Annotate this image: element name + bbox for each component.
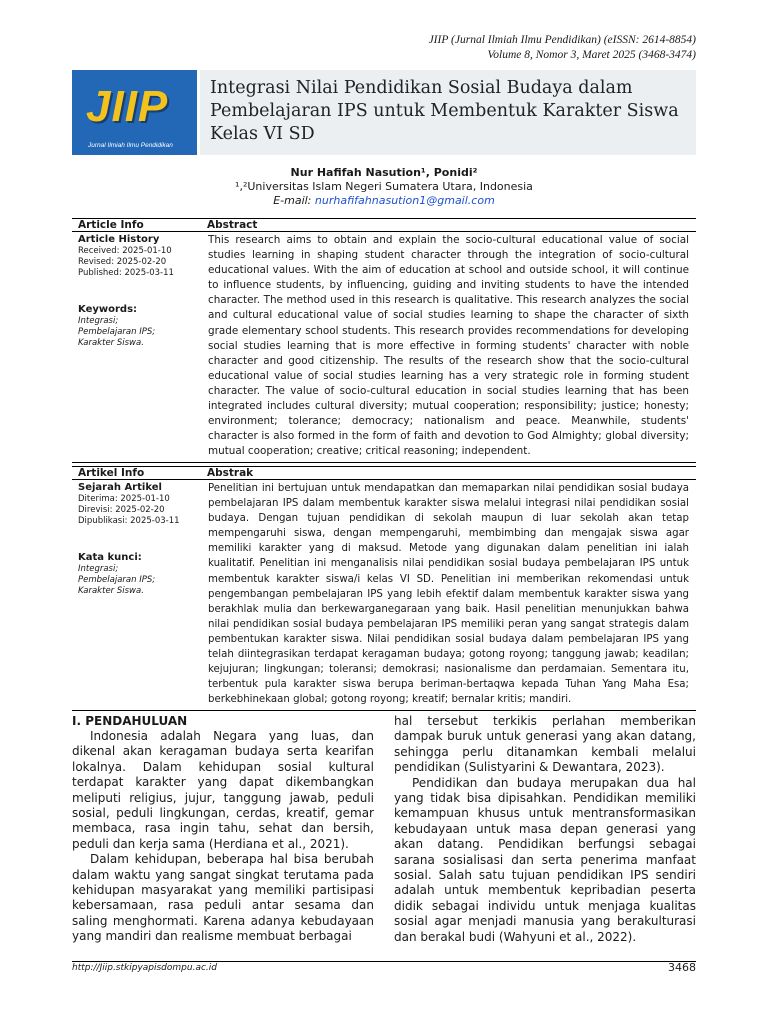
- journal-reference: [429, 33, 696, 63]
- english-abstract-table: [72, 218, 696, 462]
- author-names: Nur Hafifah Nasution¹, Ponidi²: [290, 166, 478, 179]
- revised-date: Revised: 2025-02-20: [78, 257, 167, 267]
- received-date: Received: 2025-01-10: [78, 246, 172, 256]
- footer-url-link[interactable]: http://Jiip.stkipyapisdompu.ac.id: [72, 963, 217, 973]
- keyword-item: Pembelajaran IPS;: [78, 327, 156, 337]
- keyword-item: Karakter Siswa.: [78, 338, 144, 348]
- body-paragraph: Pendidikan dan budaya merupakan dua hal yang tidak bisa dipisahkan. Pendidikan memiliki kemampuan khusus untuk mentransformasikan kebudayaan untuk masa depan generasi yang akan datang. Pendidikan berfungsi sebagai sarana sosialisasi dan serta penerima manfaat sosial. Salah satu tujuan pendidikan IPS sendiri adalah untuk membentuk kepribadian peserta didik sebagai individu untuk menjaga kualitas sosial agar menjadi manusia yang berakulturasi dan berakal budi (Wahyuni et al., 2022).: [394, 775, 696, 944]
- author-email-link[interactable]: nurhafifahnasution1@gmail.com: [314, 194, 495, 207]
- article-info-label: Article Info: [78, 219, 144, 231]
- indonesian-abstract-text: Penelitian ini bertujuan untuk mendapatkan dan memaparkan nilai pendidikan sosial budaya pembelajaran IPS dalam membentuk karakter siswa melalui integrasi nilai pendidikan sosial budaya. Dengan tujuan pendidikan di sekolah maupun di luar sekolah akan tetap mempengaruhi siswa, dengan mempengaruhi, membimbing dan mengajak siswa agar memiliki karakter yang di maksud. Metode yang digunakan dalam penelitian ini ialah kualitatif. Penelitian ini menganalisis nilai pendidikan sosial budaya pembelajaran IPS untuk membentuk karakter siswa/i kelas VI SD. Penelitian ini memberikan rekomendasi untuk pengembangan pembelajaran IPS yang lebih efektif dalam membentuk karakter siswa yang berakhlak mulia dan berkewarganegaraan yang baik. Hasil penelitian menunjukkan bahwa nilai pendidikan sosial budaya pembelajaran IPS memiliki peran yang sangat strategis dalam pembentukan karakter siswa. Nilai pendidikan sosial budaya dalam pembelajaran IPS yang telah diintegrasikan terdapat keragaman budaya; gotong royong; tanggung jawab; keadilan; kejujuran; lingkungan; toleransi; demokrasi; nasionalisme dan perdamaian. Sementara itu, terbentuk pula karakter siswa berupa beriman-bertaqwa kepada Tuhan Yang Maha Esa; berkebhinekaan global; gotong royong; kreatif; bernalar kritis; mandiri.: [208, 483, 689, 706]
- journal-name: JIIP (Jurnal Ilmiah Ilmu Pendidikan) (eISSN: 2614-8854): [428, 34, 696, 46]
- indonesian-article-info: [78, 482, 200, 597]
- body-paragraph: Indonesia adalah Negara yang luas, dan dikenal akan keragaman budaya serta kearifan lokalnya. Dalam kehidupan sosial kultural terdapat karakter yang dapat dikembangkan meliputi religius, jujur, tanggung jawab, peduli sosial, peduli lingkungan, cerdas, kreatif, gemar membaca, rasa ingin tahu, sehat dan bersih, peduli dan kerja sama (Herdiana et al., 2021).: [72, 729, 374, 851]
- body-paragraph-continued: hal tersebut terkikis perlahan memberikan dampak buruk untuk generasi yang akan datang, sehingga perlu ditanamkan kembali melalui pendidikan (Sulistyarini & Dewantara, 2023).: [394, 714, 696, 775]
- body-paragraph: Dalam kehidupan, beberapa hal bisa berubah dalam waktu yang sangat singkat terutama pada kehidupan masyarakat yang memiliki partisipasi kebersamaan, rasa peduli antar sesama dan saling menghormati. Karena adanya kebudayaan yang mandiri dan realisme membuat berbagai: [72, 852, 374, 944]
- indonesian-abstract-table: [72, 466, 696, 710]
- keyword-item: Integrasi;: [78, 564, 119, 574]
- english-abstract-text: This research aims to obtain and explain the socio-cultural educational value of social studies learning in shaping student character through the integration of socio-cultural educational values. With the aim of education at school and outside school, it will continue to influence students, by influencing, guiding and inviting students to have the intended character. The method used in this research is qualitative. This research analyzes the social and cultural educational value of social studies learning to shape the character of sixth grade elementary school students. This research provides recommendations for developing social studies learning that is more effective in forming students' character with noble character and good citizenship. The results of the research show that the socio-cultural educational value of social studies learning has a very strategic role in forming student character. The value of socio-cultural education in social studies learning that has been integrated includes cultural diversity; mutual cooperation; responsibility; justice; honesty; environment; tolerance; democracy; nationalism and peace. Meanwhile, students' character is also formed in the form of faith and devotion to God Almighty; global diversity; mutual cooperation; creative; critical reasoning; independent.: [208, 234, 689, 458]
- english-table-header: [72, 218, 696, 232]
- article-body: [72, 714, 696, 959]
- keywords-label: Keywords:: [78, 304, 138, 315]
- author-email-line: [72, 194, 696, 208]
- journal-logo: [72, 70, 197, 155]
- english-article-info: [78, 234, 200, 349]
- abstrak-label: Abstrak: [207, 467, 254, 479]
- keyword-item: Integrasi;: [78, 316, 119, 326]
- body-right-column: [394, 714, 696, 945]
- author-affiliation: ¹,²Universitas Islam Negeri Sumatera Utara, Indonesia: [235, 180, 533, 193]
- article-header: [72, 70, 696, 155]
- abstract-label: Abstract: [207, 219, 258, 231]
- kata-kunci-label: Kata kunci:: [78, 552, 142, 563]
- logo-letters: JIIP: [86, 82, 169, 131]
- journal-volume: Volume 8, Nomor 3, Maret 2025 (3468-3474): [487, 49, 696, 61]
- section-heading: I. PENDAHULUAN: [72, 714, 188, 728]
- author-block: [72, 166, 696, 208]
- artikel-info-label: Artikel Info: [78, 467, 145, 479]
- table-divider: [72, 710, 696, 711]
- page-number: 3468: [668, 961, 696, 974]
- footer-divider: [72, 961, 696, 962]
- indonesian-table-header: [72, 466, 696, 480]
- published-date: Published: 2025-03-11: [78, 268, 174, 278]
- keyword-item: Karakter Siswa.: [78, 586, 144, 596]
- sejarah-artikel-label: Sejarah Artikel: [78, 482, 162, 493]
- dipublikasi-date: Dipublikasi: 2025-03-11: [78, 516, 180, 526]
- keyword-item: Pembelajaran IPS;: [78, 575, 156, 585]
- email-label: E-mail:: [273, 194, 315, 207]
- direvisi-date: Direvisi: 2025-02-20: [78, 505, 165, 515]
- diterima-date: Diterima: 2025-01-10: [78, 494, 170, 504]
- logo-subtitle: Jurnal Ilmiah Ilmu Pendidikan: [88, 142, 173, 149]
- body-left-column: [72, 714, 374, 945]
- article-title: Integrasi Nilai Pendidikan Sosial Budaya dalam Pembelajaran IPS untuk Membentuk Karakter Siswa Kelas VI SD: [210, 78, 679, 144]
- article-history-label: Article History: [78, 234, 160, 245]
- table-divider: [72, 462, 696, 463]
